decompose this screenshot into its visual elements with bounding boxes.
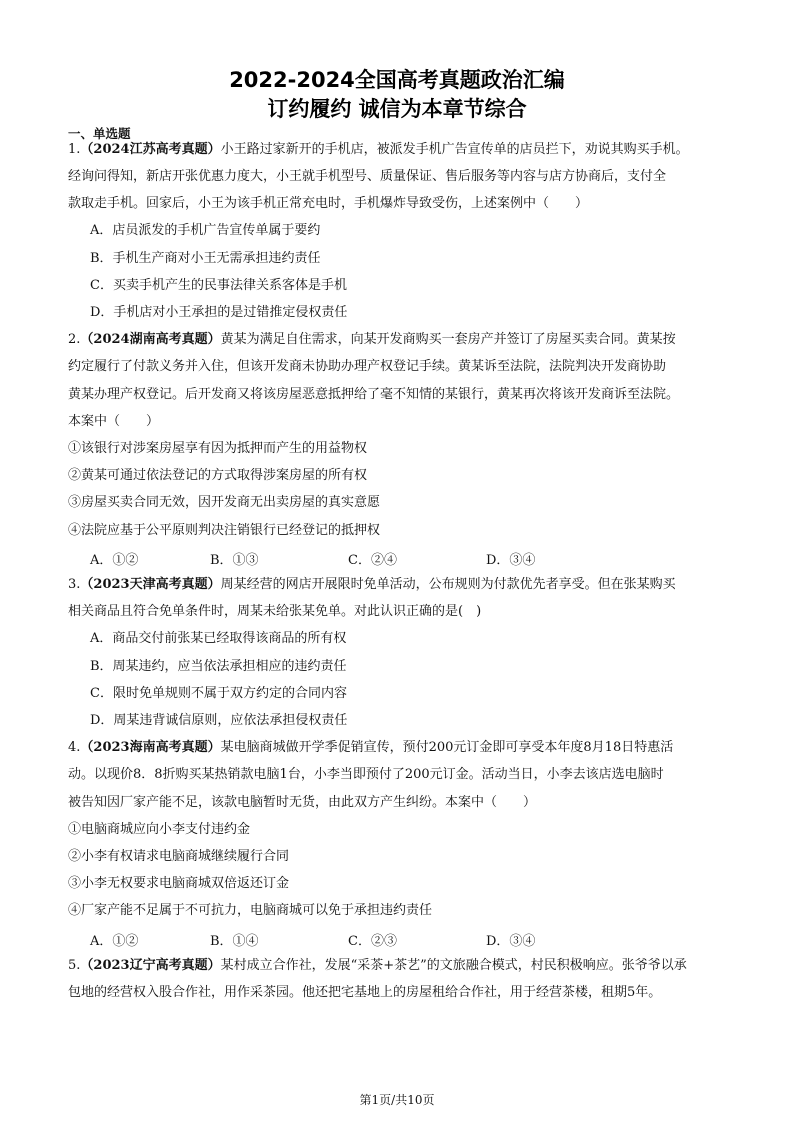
- choice-b: B．①③: [210, 553, 259, 568]
- page-footer: 第1页/共10页: [359, 1093, 435, 1107]
- question-5-line-1: 5.（2023辽宁高考真题）某村成立合作社，发展“采茶+茶艺”的文旅融合模式，村民积极响应。张爷爷以承: [68, 958, 687, 973]
- document-subtitle: 订约履约 诚信为本章节综合: [267, 97, 527, 121]
- question-2-line-1: 2.（2024湖南高考真题）黄某为满足自住需求，向某开发商购买一套房产并签订了房屋买卖合同。黄某按: [68, 332, 676, 347]
- document-title: 2022-2024全国高考真题政治汇编: [229, 68, 565, 92]
- question-1-line-1: 1.（2024江苏高考真题）小王路过家新开的手机店，被派发手机广告宣传单的店员拦下，劝说其购买手机。: [68, 142, 689, 157]
- choice-b: B．①④: [210, 934, 259, 949]
- question-2-statement-1: ①该银行对涉案房屋享有因为抵押而产生的用益物权: [68, 441, 368, 456]
- question-2-line-3: 黄某办理产权登记。后开发商又将该房屋恶意抵押给了毫不知情的某银行，黄某再次将该开发商诉至法院。: [68, 387, 680, 402]
- question-3-option-b: B．周某违约，应当依法承担相应的违约责任: [90, 659, 347, 674]
- question-4-line-2: 动。以现价8．8折购买某热销款电脑1台，小李当即预付了200元订金。活动当日，小李去该店选电脑时: [68, 767, 664, 782]
- question-1-option-d: D．手机店对小王承担的是过错推定侵权责任: [90, 305, 348, 320]
- question-1-line-2: 经询问得知，新店开张优惠力度大，小王就手机型号、质量保证、售后服务等内容与店方协商后，支付全: [68, 169, 667, 184]
- question-source: （2023天津高考真题）: [80, 577, 221, 592]
- choice-a: A．①②: [90, 553, 139, 568]
- question-4-statement-4: ④厂家产能不足属于不可抗力，电脑商城可以免于承担违约责任: [68, 903, 433, 918]
- question-2-statement-3: ③房屋买卖合同无效，因开发商无出卖房屋的真实意愿: [68, 495, 381, 510]
- question-5-line-2: 包地的经营权入股合作社，用作采茶园。他还把宅基地上的房屋租给合作社，用于经营茶楼，租期5年。: [68, 985, 662, 1000]
- question-1-option-a: A．店员派发的手机广告宣传单属于要约: [90, 223, 321, 238]
- question-4-line-1: 4.（2023海南高考真题）某电脑商城做开学季促销宣传，预付200元订金即可享受本年度8月18日特惠活: [68, 740, 674, 755]
- question-1-line-3: 款取走手机。回家后，小王为该手机正常充电时，手机爆炸导致受伤，上述案例中（ ）: [68, 196, 589, 211]
- question-4-statement-3: ③小李无权要求电脑商城双倍返还订金: [68, 876, 290, 891]
- question-2-line-4: 本案中（ ）: [68, 414, 160, 429]
- question-2-statement-2: ②黄某可通过依法登记的方式取得涉案房屋的所有权: [68, 468, 368, 483]
- choice-c: C．②④: [348, 553, 397, 568]
- question-3-option-a: A．商品交付前张某已经取得该商品的所有权: [90, 631, 347, 646]
- choice-d: D．③④: [486, 553, 536, 568]
- question-source: （2023辽宁高考真题）: [80, 958, 221, 973]
- section-heading: 一、单选题: [68, 126, 131, 141]
- question-3-line-2: 相关商品且符合免单条件时，周某未给张某免单。对此认识正确的是( ): [68, 604, 482, 619]
- question-4-line-3: 被告知因厂家产能不足，该款电脑暂时无货，由此双方产生纠纷。本案中（ ）: [68, 795, 537, 810]
- question-number: 4.: [68, 740, 81, 755]
- question-number: 2.: [68, 332, 81, 347]
- question-number: 5.: [68, 958, 81, 973]
- question-1-option-b: B．手机生产商对小王无需承担违约责任: [90, 251, 321, 266]
- choice-a: A．①②: [90, 934, 139, 949]
- question-number: 3.: [68, 577, 81, 592]
- question-3-line-1: 3.（2023天津高考真题）周某经营的网店开展限时免单活动，公布规则为付款优先者享受。但在张某购买: [68, 577, 676, 592]
- question-1-option-c: C．买卖手机产生的民事法律关系客体是手机: [90, 278, 347, 293]
- choice-d: D．③④: [486, 934, 536, 949]
- choice-c: C．②③: [348, 934, 397, 949]
- question-3-option-c: C．限时免单规则不属于双方约定的合同内容: [90, 686, 347, 701]
- question-number: 1.: [68, 142, 81, 157]
- question-4-statement-1: ①电脑商城应向小李支付违约金: [68, 822, 251, 837]
- question-source: （2023海南高考真题）: [80, 740, 221, 755]
- question-2-line-2: 约定履行了付款义务并入住，但该开发商未协助办理产权登记手续。黄某诉至法院，法院判决开发商协助: [68, 359, 667, 374]
- question-2-statement-4: ④法院应基于公平原则判决注销银行已经登记的抵押权: [68, 523, 381, 538]
- question-source: （2024湖南高考真题）: [80, 332, 221, 347]
- question-4-statement-2: ②小李有权请求电脑商城继续履行合同: [68, 849, 290, 864]
- question-source: （2024江苏高考真题）: [80, 142, 221, 157]
- question-3-option-d: D．周某违背诚信原则，应依法承担侵权责任: [90, 713, 348, 728]
